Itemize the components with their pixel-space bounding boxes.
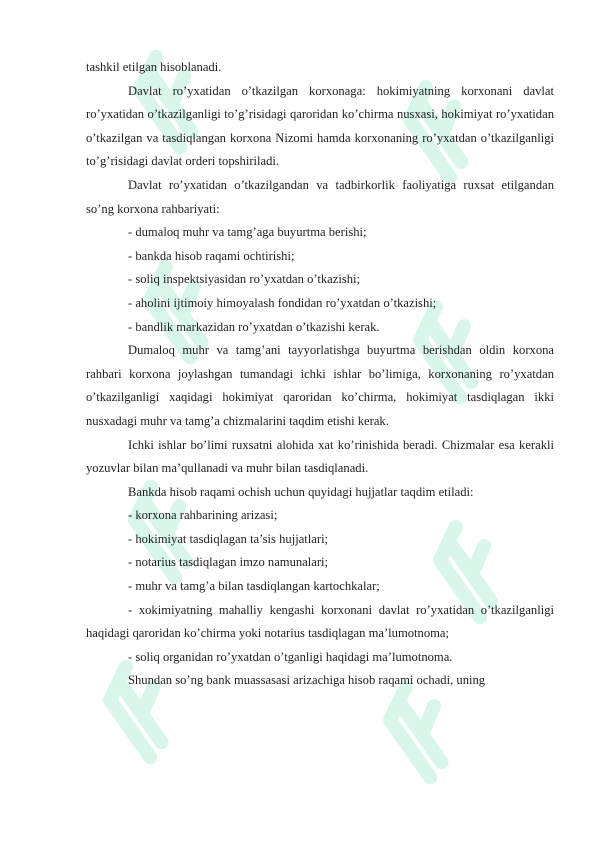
list-item: - soliq inspektsiyasidan ro’yxatdan o’tkazishi; [128, 272, 361, 287]
paragraph-4: Ichki ishlar bo’limi ruxsatni alohida xat ko’rinishida beradi. Chizmalar esa kerakli yozuvlar bilan ma’qullanadi va muhr bilan tasdiqlanadi. [86, 437, 554, 476]
list-item: - notarius tasdiqlagan imzo namunalari; [128, 555, 329, 570]
list-item: - hokimiyat tasdiqlagan ta’sis hujjatlari; [128, 531, 329, 546]
list-item: - bankda hisob raqami ochtirishi; [128, 248, 295, 263]
list-item: - aholini ijtimoiy himoyalash fondidan ro’yxatdan o’tkazishi; [128, 295, 437, 310]
list-item: - korxona rahbarining arizasi; [128, 508, 278, 523]
watermark-mark-8 [380, 680, 467, 777]
paragraph-2: Davlat ro’yxatidan o’tkazilgandan va tadbirkorlik faoliyatiga ruxsat etilgandan so’ng korxona rahbariyati: [86, 177, 554, 216]
list-item-long: - xokimiyatning mahalliy kengashi korxonani davlat ro’yxatidan o’tkazilganligi haqidagi qaroridan ko’chirma yoki notarius tasdiqlagan ma’lumotnoma; [86, 602, 554, 641]
body-text [86, 56, 554, 693]
paragraph-1: Davlat ro’yxatidan o’tkazilgan korxonaga: hokimiyatning korxonani davlat ro’yxatidan o’tkazilganligi to’g’risidagi qaroridan ko’chirma nusxasi, hokimiyat ro’yxatidan o’tkazilgan va tasdiqlangan korxona Nizomi hamda korxonaning ro’yxatdan o’tkazilganligi to’g’risidagi davlat orderi topshiriladi. [86, 83, 554, 169]
paragraph-6: Shundan so’ng bank muassasasi arizachiga hisob raqami ochadi, uning [128, 673, 486, 688]
list-item: - bandlik markazidan ro’yxatdan o’tkazishi kerak. [128, 319, 380, 334]
list-item: - muhr va tamg’a bilan tasdiqlangan kartochkalar; [128, 579, 380, 594]
paragraph-5: Bankda hisob raqami ochish uchun quyidagi hujjatlar taqdim etiladi: [128, 484, 474, 499]
list-item: - soliq organidan ro’yxatdan o’tganligi haqidagi ma’lumotnoma. [128, 649, 453, 664]
paragraph-3: Dumaloq muhr va tamg’ani tayyorlatishga buyurtma berishdan oldin korxona rahbari korxona joylashgan tumandagi ichki ishlar bo’limiga, korxonaning ro’yxatdan o’tkazilganligi xaqidagi hokimiyat qaroridan ko’chirma, hokimiyat tasdiqlagan ikki nusxadagi muhr va tamg’a chizmalarini taqdim etishi kerak. [86, 343, 554, 428]
paragraph-0: tashkil etilgan hisoblanadi. [86, 60, 222, 74]
list-item: - dumaloq muhr va tamg’aga buyurtma berishi; [128, 225, 367, 240]
